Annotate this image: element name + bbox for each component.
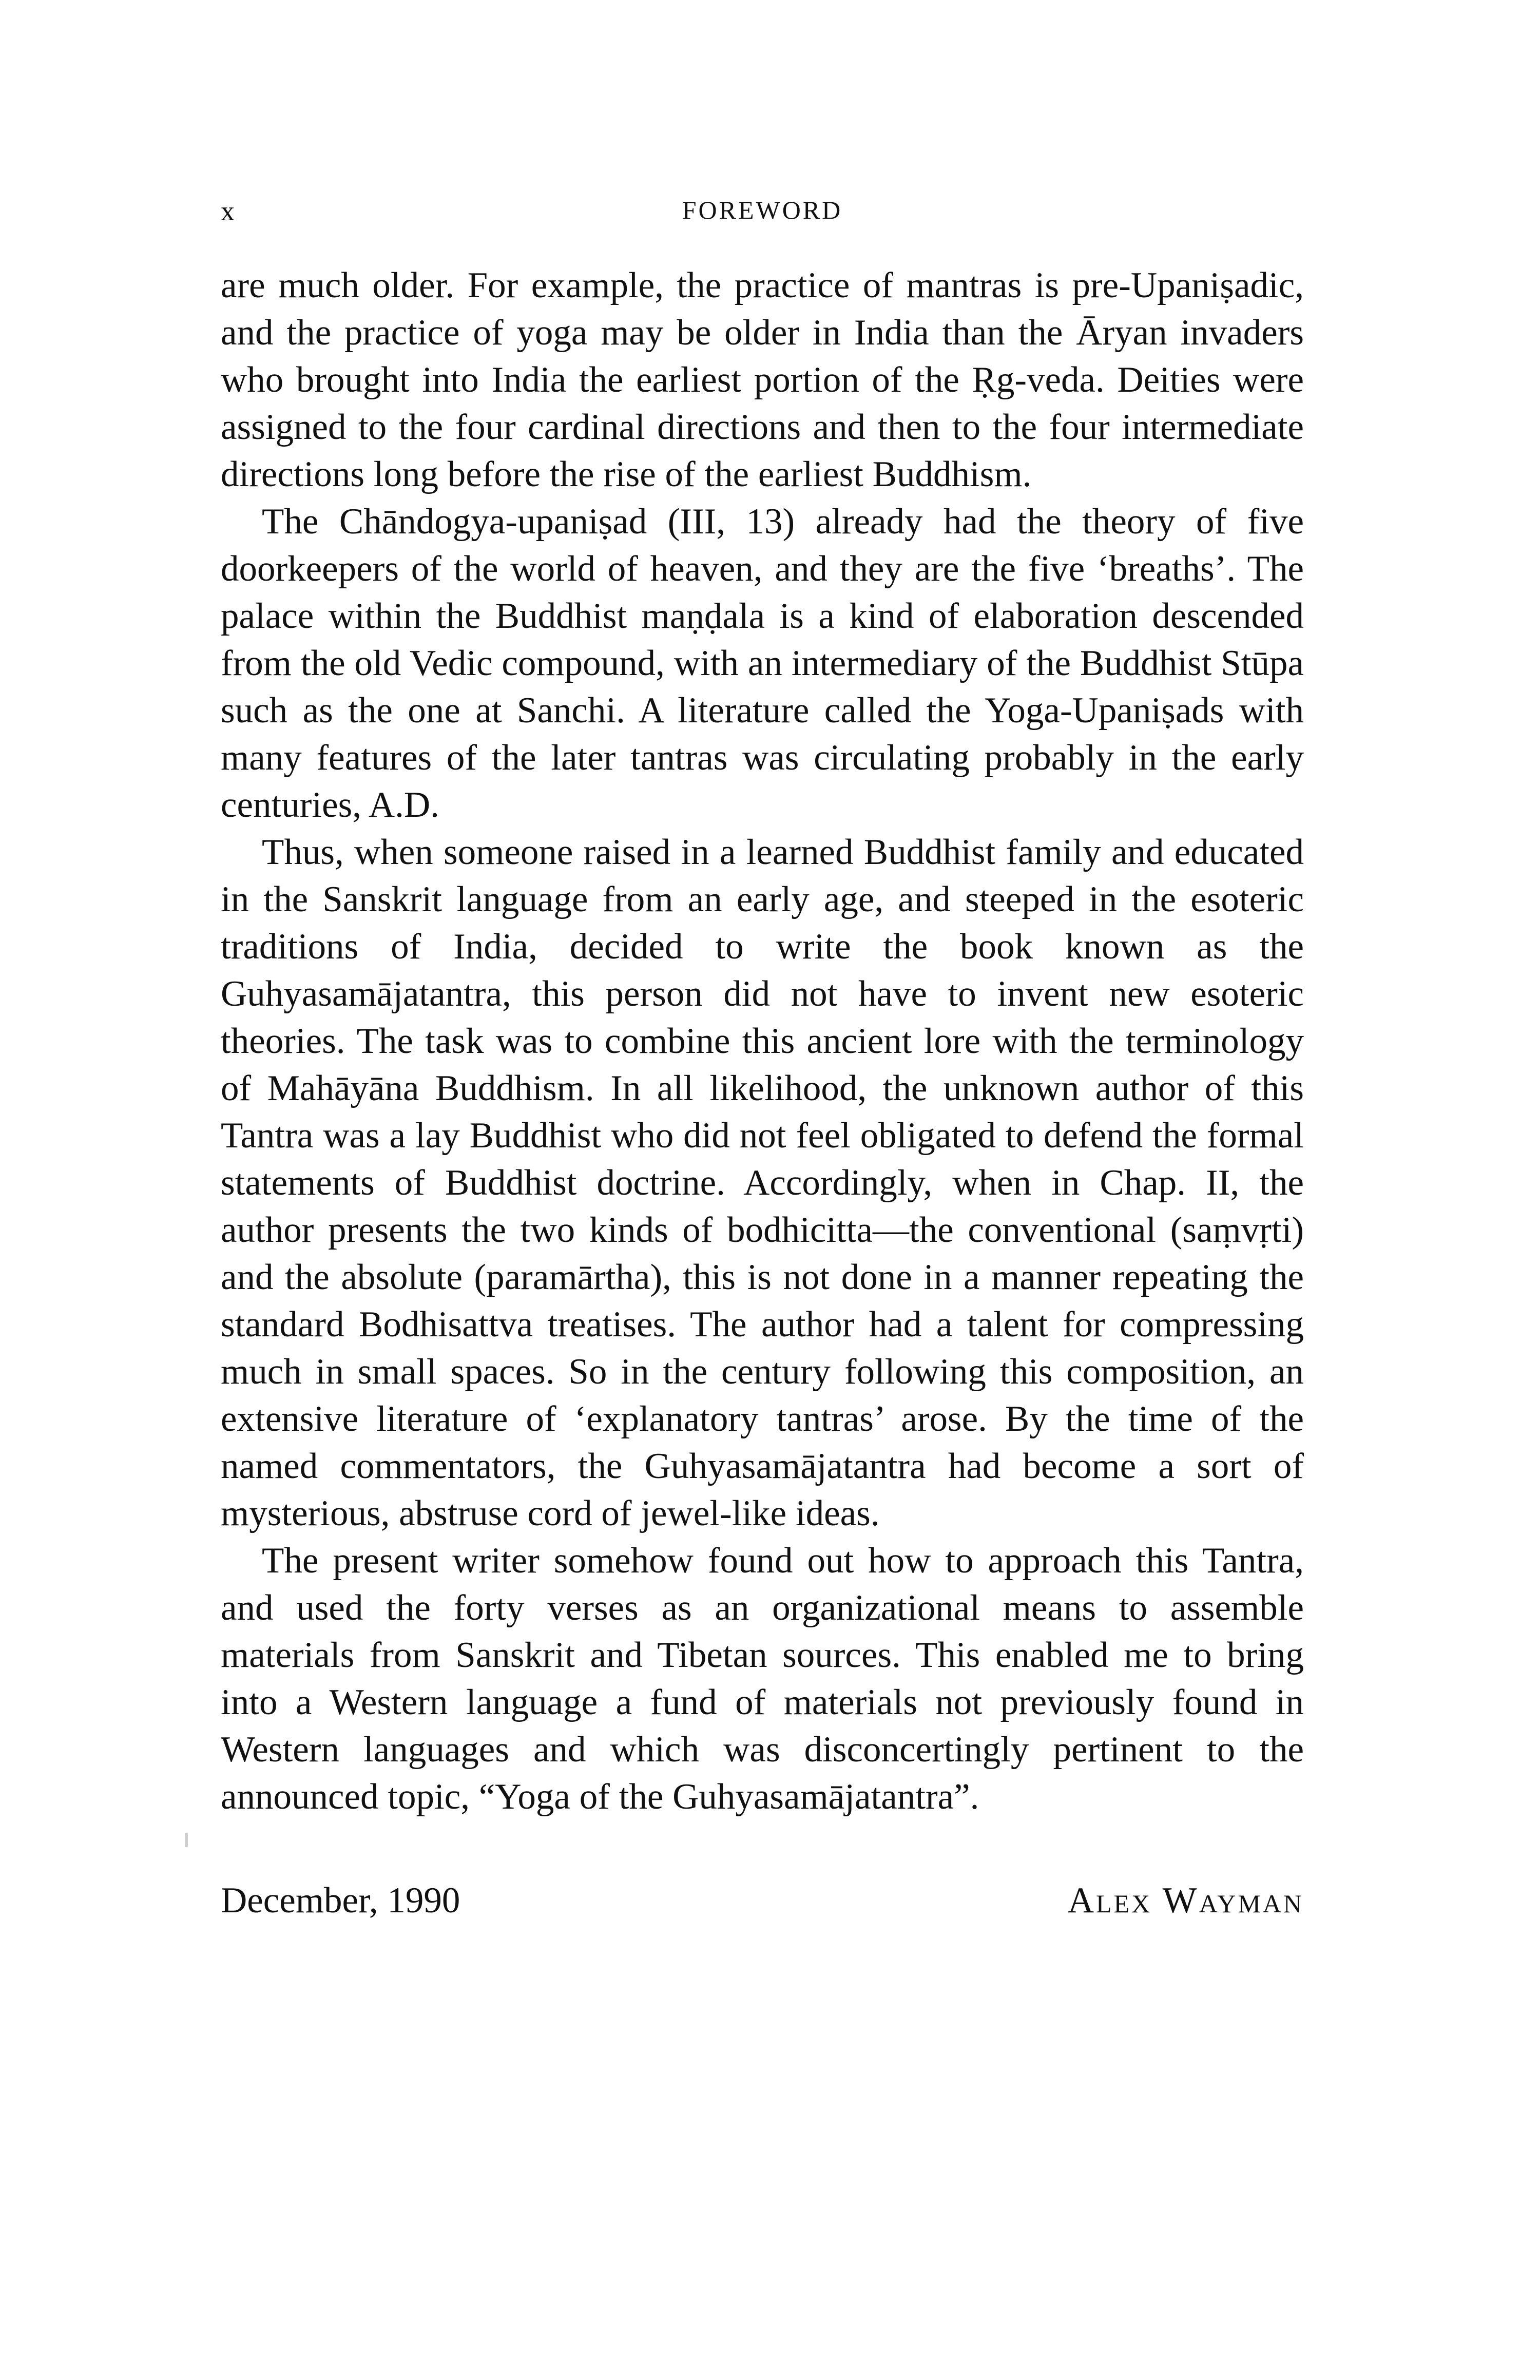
section-title: FOREWORD xyxy=(682,196,843,224)
paragraph: Thus, when someone raised in a learned Buddhist family and educated in the Sanskrit language from an early age, and steeped in the esoteric traditions of India, decided to write the book known as the Guhyasamājatantra, this person did not have to invent new esoteric theories. The task was to combine this ancient lore with the terminology of Mahāyāna Buddhism. In all likelihood, the unknown author of this Tantra was a lay Buddhist who did not feel obligated to defend the formal statements of Buddhist doctrine. Accordingly, when in Chap. II, the author presents the two kinds of bodhicitta—the conventional (saṃvṛti) and the absolute (paramārtha), this is not done in a manner repeating the standard Bodhisattva treatises. The author had a talent for compressing much in small spaces. So in the century following this composition, an extensive literature of ‘explanatory tantras’ arose. By the time of the named commentators, the Guhyasamājatantra had become a sort of mysterious, abstruse cord of jewel-like ideas. xyxy=(221,832,1304,1533)
page-number: x xyxy=(221,196,236,226)
paragraph: The present writer somehow found out how to approach this Tantra, and used the forty verses as an organizational means to assemble materials from Sanskrit and Tibetan sources. This enabled me to bring into a Western language a fund of materials not previously found in Western languages and which was disconcertingly pertinent to the announced topic, “Yoga of the Guhyasamājatantra”. xyxy=(221,1541,1304,1817)
signature-line xyxy=(221,1877,1304,1924)
document-page xyxy=(221,195,1304,1924)
body-text xyxy=(221,262,1304,1820)
scan-mark xyxy=(185,1833,188,1847)
running-head xyxy=(221,195,1304,241)
signature-author: Alex Wayman xyxy=(1067,1880,1304,1921)
signature-date: December, 1990 xyxy=(221,1880,460,1921)
paragraph: are much older. For example, the practice of mantras is pre-Upaniṣadic, and the practice of yoga may be older in India than the Āryan invaders who brought into India the earliest portion of the Ṛg-veda. Deities were assigned to the four cardinal directions and then to the four intermediate directions long before the rise of the earliest Buddhism. xyxy=(221,265,1304,494)
paragraph: The Chāndogya-upaniṣad (III, 13) already had the theory of five doorkeepers of the world of heaven, and they are the five ‘breaths’. The palace within the Buddhist maṇḍala is a kind of elaboration descended from the old Vedic compound, with an intermediary of the Buddhist Stūpa such as the one at Sanchi. A literature called the Yoga-Upaniṣads with many features of the later tantras was circulating probably in the early centuries, A.D. xyxy=(221,502,1304,825)
